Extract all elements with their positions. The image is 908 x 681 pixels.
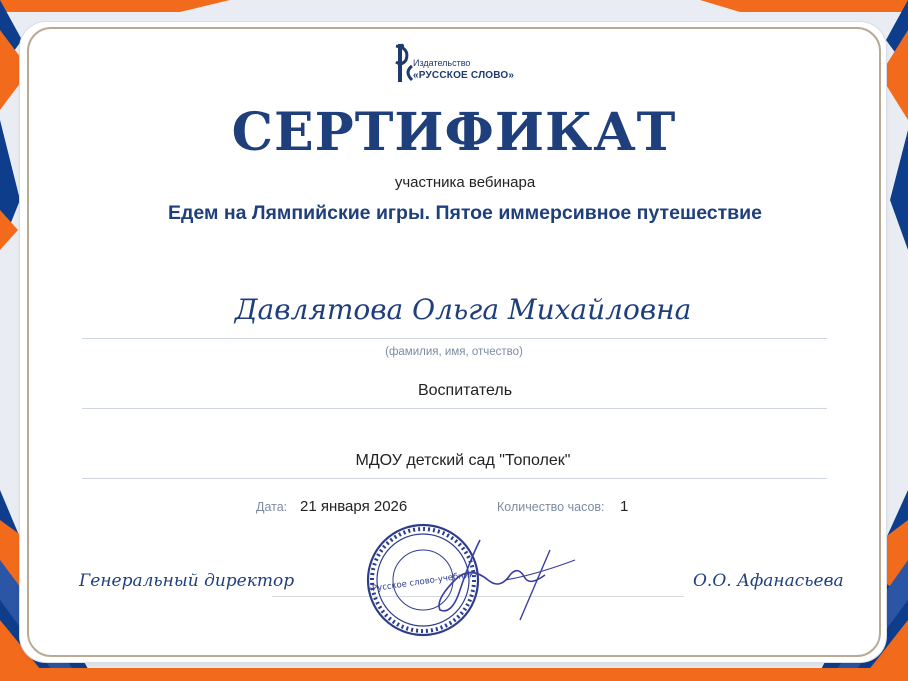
certificate-subtitle: участника вебинара — [394, 174, 536, 191]
certificate-title: СЕРТИФИКАТ — [231, 102, 677, 163]
date-label: Дата: — [256, 500, 288, 514]
organization-underline — [82, 478, 827, 479]
position-underline — [82, 408, 827, 409]
hours-value: 1 — [620, 498, 629, 515]
webinar-title: Едем на Лямпийские игры. Пятое иммерсивное путешествие — [168, 202, 762, 224]
publisher-label-big: «РУССКОЕ СЛОВО» — [413, 70, 515, 81]
recipient-position: Воспитатель — [417, 382, 513, 399]
recipient-organization: МДОУ детский сад "Тополек" — [355, 452, 571, 469]
publisher-label-small: Издательство — [413, 58, 471, 68]
signatory-role: Генеральный директор — [79, 571, 295, 591]
stamp-text: «Русское слово-учебник» — [366, 569, 481, 595]
signatory-name: О.О. Афанасьева — [693, 571, 844, 591]
name-caption: (фамилия, имя, отчество) — [385, 346, 523, 358]
hours-label: Количество часов: — [497, 500, 605, 514]
recipient-name: Давлятова Ольга Михайловна — [234, 293, 692, 326]
date-value: 21 января 2026 — [300, 498, 408, 515]
name-underline — [82, 338, 827, 339]
official-stamp-icon — [360, 520, 580, 645]
